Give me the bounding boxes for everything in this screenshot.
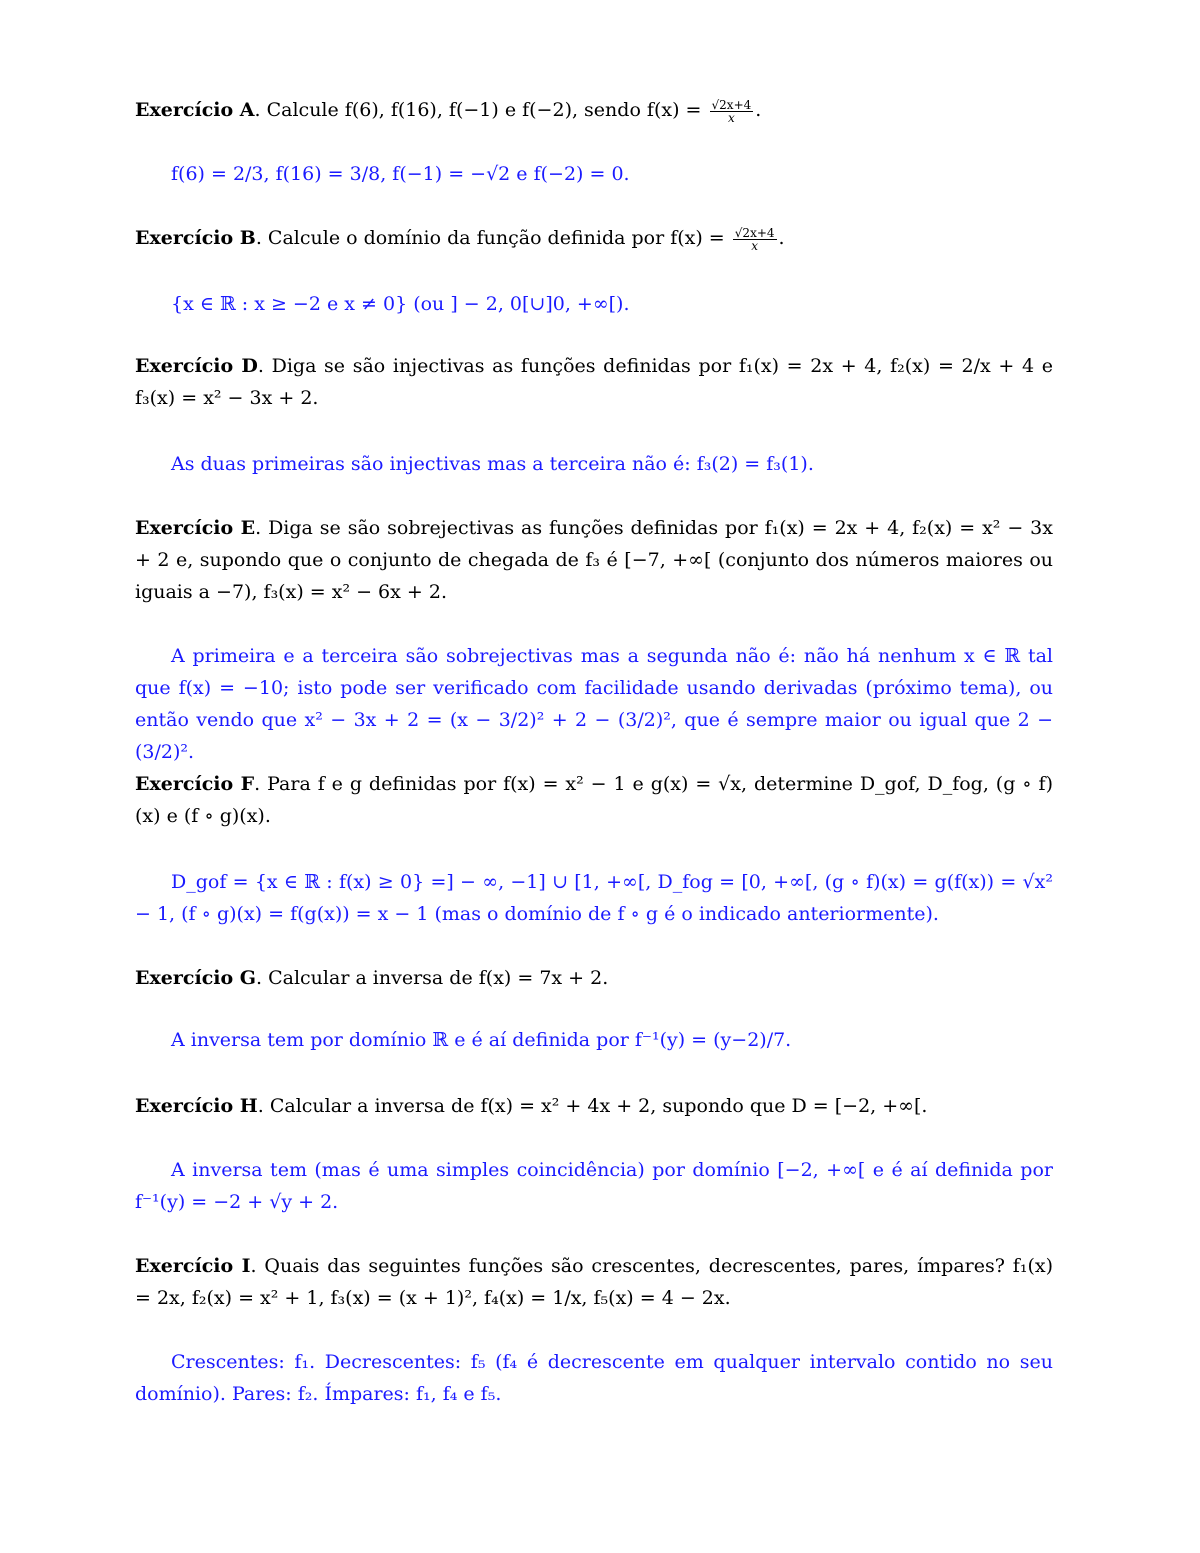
exercise-g-answer: A inversa tem por domínio ℝ e é aí definida por f⁻¹(y) = (y−2)/7. [171, 1029, 792, 1051]
exercise-d-question: Exercício D. Diga se são injectivas as funções definidas por f₁(x) = 2x + 4, f₂(x) = 2/x + 4 e f₃(x) = x² − 3x + 2. [135, 355, 1053, 409]
exercise-b-answer: {x ∈ ℝ : x ≥ −2 e x ≠ 0} (ou ] − 2, 0[∪]0, +∞[). [171, 293, 630, 315]
exercise-a-text-end: . [755, 99, 762, 121]
exercise-g-label: Exercício G [135, 967, 256, 989]
exercise-b-fraction-den: x [751, 238, 759, 253]
exercise-i-text: Quais das seguintes funções são crescentes, decrescentes, pares, ímpares? f₁(x) = 2x, f₂(x) = x² + 1, f₃(x) = (x + 1)², f₄(x) = 1/x, f₅(x) = 4 − 2x. [135, 1255, 1053, 1309]
exercise-b-question: Exercício B. Calcule o domínio da função definida por f(x) = $\frac{√2x+4}{x}$ . [135, 225, 785, 253]
exercise-f-answer: D_gof = {x ∈ ℝ : f(x) ≥ 0} =] − ∞, −1] ∪ [1, +∞[, D_fog = [0, +∞[, (g ∘ f)(x) = g(f(x)) = √x² − 1, (f ∘ g)(x) = f(g(x)) = x − 1 (mas o domínio de f ∘ g é o indicado anteriormente). [135, 871, 1053, 925]
exercise-h-question: Exercício H. Calcular a inversa de f(x) = x² + 4x + 2, supondo que D = [−2, +∞[. [135, 1095, 928, 1117]
exercise-i-question: Exercício I. Quais das seguintes funções são crescentes, decrescentes, pares, ímpares? f₁(x) = 2x, f₂(x) = x² + 1, f₃(x) = (x + 1)², f₄(x) = 1/x, f₅(x) = 4 − 2x. [135, 1255, 1053, 1309]
exercise-b-fraction-num: √2x+4 [734, 225, 775, 240]
exercise-f-label: Exercício F [135, 773, 255, 795]
exercise-e-text: Diga se são sobrejectivas as funções definidas por f₁(x) = 2x + 4, f₂(x) = x² − 3x + 2 e, supondo que o conjunto de chegada de f₃ é [−7, +∞[ (conjunto dos números maiores ou iguais a −7), f₃(x) = x² − 6x + 2. [135, 517, 1053, 603]
exercise-e-label: Exercício E [135, 517, 256, 539]
exercise-a-question: Exercício A. Calcule f(6), f(16), f(−1) e f(−2), sendo f(x) = $\frac{√2x+4}{x}$ . [135, 97, 762, 125]
exercise-a-text: Calcule f(6), f(16), f(−1) e f(−2), sendo f(x) = [266, 99, 708, 121]
exercise-f-text: Para f e g definidas por f(x) = x² − 1 e g(x) = √x, determine D_gof, D_fog, (g ∘ f)(x) e (f ∘ g)(x). [135, 773, 1053, 827]
exercise-b-label: Exercício B [135, 227, 256, 249]
exercise-g-question: Exercício G. Calcular a inversa de f(x) = 7x + 2. [135, 967, 609, 989]
exercise-d-text: Diga se são injectivas as funções definidas por f₁(x) = 2x + 4, f₂(x) = 2/x + 4 e f₃(x) = x² − 3x + 2. [135, 355, 1053, 409]
exercise-d-answer: As duas primeiras são injectivas mas a terceira não é: f₃(2) = f₃(1). [171, 453, 814, 475]
exercise-b-text: Calcule o domínio da função definida por f(x) = [267, 227, 731, 249]
exercise-a-label: Exercício A [135, 99, 255, 121]
exercise-i-label: Exercício I [135, 1255, 251, 1277]
exercise-h-answer: A inversa tem (mas é uma simples coincidência) por domínio [−2, +∞[ e é aí definida por f⁻¹(y) = −2 + √y + 2. [135, 1159, 1053, 1213]
exercise-a-fraction-den: x [728, 110, 735, 125]
exercise-e-answer: A primeira e a terceira são sobrejectivas mas a segunda não é: não há nenhum x ∈ ℝ tal que f(x) = −10; isto pode ser verificado com facilidade usando derivadas (próximo tema), ou então vendo que x² − 3x + 2 = (x − 3/2)² + 2 − (3/2)², que é sempre maior ou igual que 2 − (3/2)². [135, 645, 1053, 763]
exercise-a-fraction-num: √2x+4 [711, 97, 752, 112]
exercise-h-label: Exercício H [135, 1095, 258, 1117]
exercise-f-question: Exercício F. Para f e g definidas por f(x) = x² − 1 e g(x) = √x, determine D_gof, D_fog, (g ∘ f)(x) e (f ∘ g)(x). [135, 773, 1053, 827]
exercise-i-answer: Crescentes: f₁. Decrescentes: f₅ (f₄ é decrescente em qualquer intervalo contido no seu domínio). Pares: f₂. Ímpares: f₁, f₄ e f₅. [135, 1351, 1053, 1405]
exercise-h-text: Calcular a inversa de f(x) = x² + 4x + 2, supondo que D = [−2, +∞[. [269, 1095, 928, 1117]
exercise-a-answer: f(6) = 2/3, f(16) = 3/8, f(−1) = −√2 e f(−2) = 0. [171, 163, 630, 185]
exercise-b-text-end: . [778, 227, 785, 249]
exercise-e-question: Exercício E. Diga se são sobrejectivas as funções definidas por f₁(x) = 2x + 4, f₂(x) = x² − 3x + 2 e, supondo que o conjunto de chegada de f₃ é [−7, +∞[ (conjunto dos números maiores ou iguais a −7), f₃(x) = x² − 6x + 2. [135, 517, 1053, 603]
exercise-b-fraction [733, 227, 777, 252]
exercise-d-label: Exercício D [135, 355, 258, 377]
exercise-a-fraction [710, 99, 754, 124]
exercise-g-text: Calcular a inversa de f(x) = 7x + 2. [268, 967, 609, 989]
